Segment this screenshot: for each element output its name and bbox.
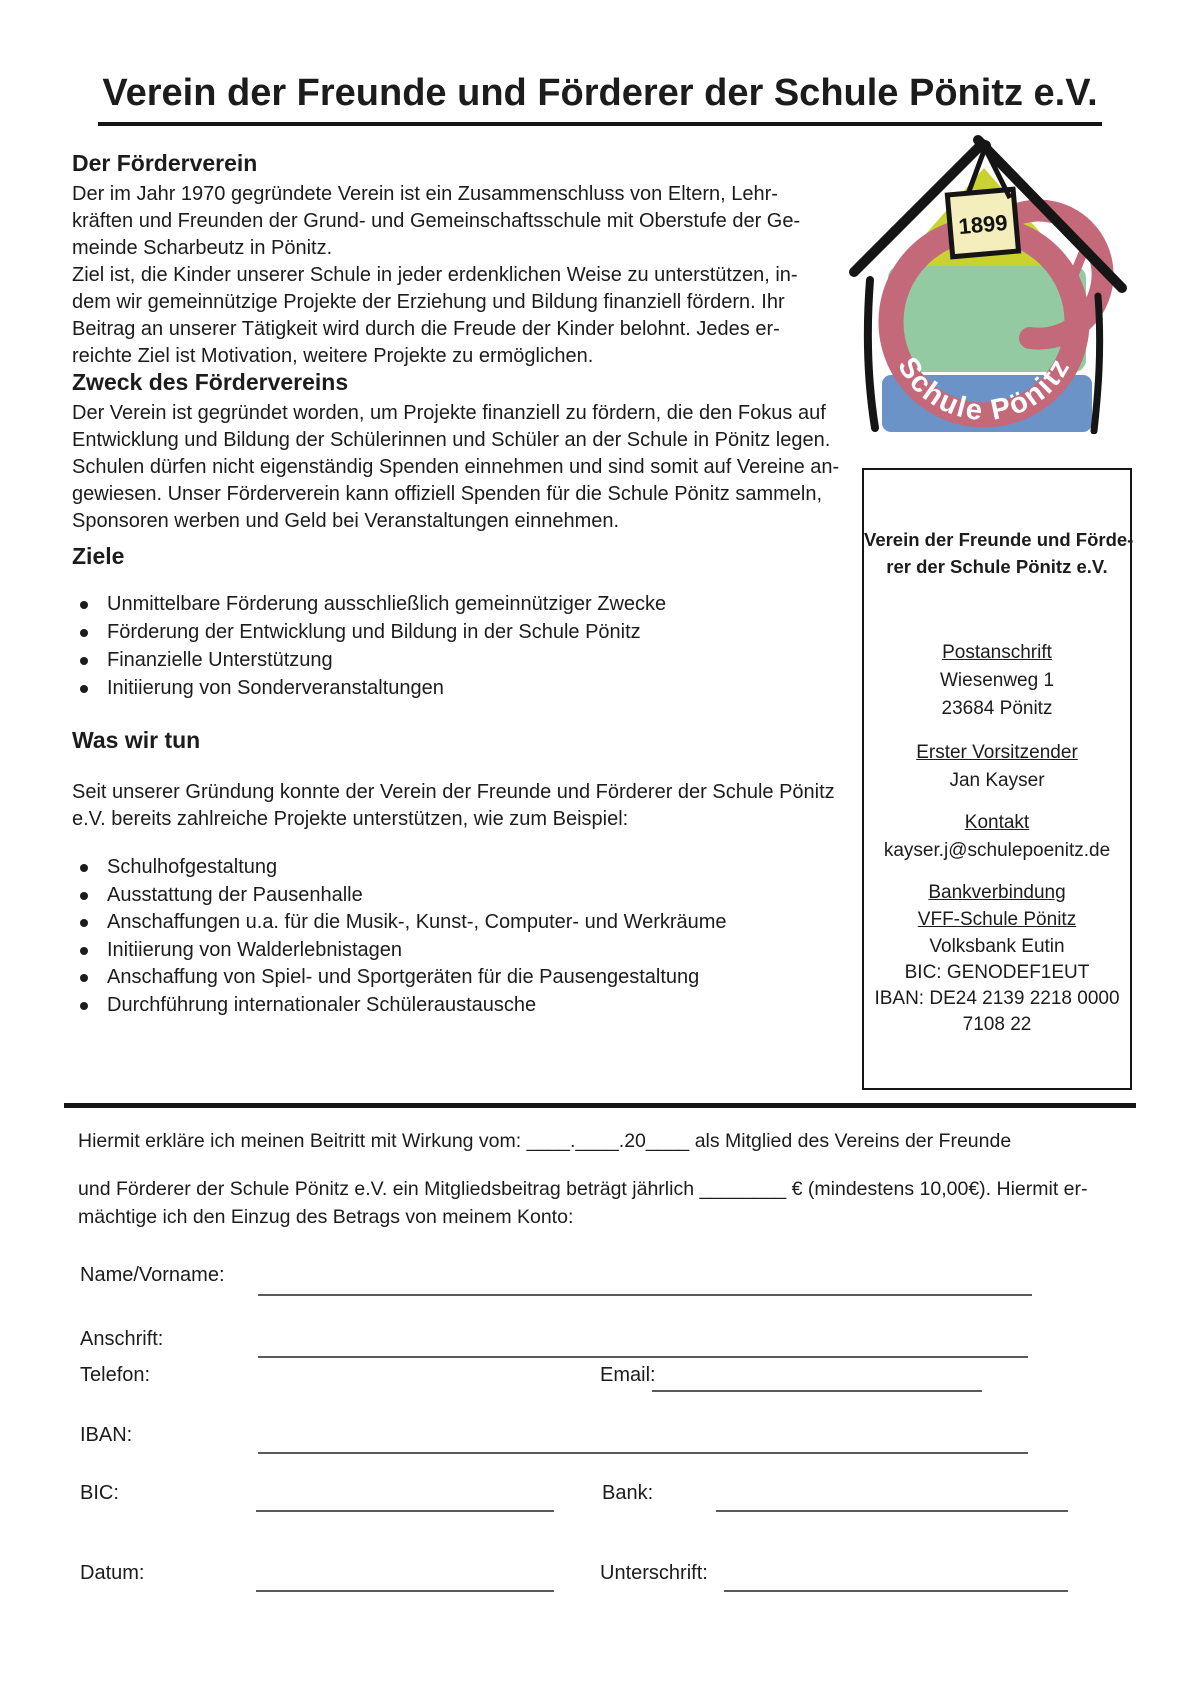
anschrift-label: Anschrift:: [80, 1328, 164, 1350]
paragraph-line: Sponsoren werben und Geld bei Veranstaltungen einnehmen.: [72, 510, 620, 532]
name-label: Name/Vorname:: [80, 1264, 225, 1286]
info-box-heading-line1: Verein der Freunde und Förde-: [864, 529, 1134, 550]
kontakt-email: kayser.j@schulepoenitz.de: [883, 840, 1111, 861]
list-item: [80, 911, 727, 934]
bullet-icon: [80, 657, 88, 665]
list-item-label: Anschaffung von Spiel- und Sportgeräten für die Pausengestaltung: [107, 966, 700, 988]
email-label: Email:: [600, 1364, 656, 1386]
info-box-heading-line2: rer der Schule Pönitz e.V.: [886, 556, 1108, 577]
list-item: [80, 649, 333, 672]
list-item-label: Initiierung von Walderlebnistagen: [107, 939, 402, 961]
paragraph-line: gewiesen. Unser Förderverein kann offiziell Spenden für die Schule Pönitz sammeln,: [72, 483, 823, 505]
email-input-line[interactable]: [652, 1390, 982, 1392]
section-heading-ziele: Ziele: [72, 543, 125, 569]
bank-label: Bank:: [602, 1482, 654, 1504]
bic-input-line[interactable]: [256, 1510, 554, 1512]
paragraph-line: e.V. bereits zahlreiche Projekte unterstützen, wie zum Beispiel:: [72, 808, 629, 830]
datum-label: Datum:: [80, 1562, 145, 1584]
vorsitzender-name: Jan Kayser: [949, 770, 1045, 791]
logo-year-text: 1899: [957, 209, 1009, 240]
list-item: [80, 994, 536, 1017]
bullet-icon: [80, 974, 88, 982]
logo-school-name: Schule Pönitz: [891, 351, 1077, 428]
paragraph-line: Der im Jahr 1970 gegründete Verein ist ein Zusammenschluss von Eltern, Lehr-: [72, 183, 778, 205]
paragraph-line: Ziel ist, die Kinder unserer Schule in jeder erdenklichen Weise zu unterstützen, in-: [72, 264, 798, 286]
paragraph-line: kräften und Freunden der Grund- und Gemeinschaftsschule mit Oberstufe der Ge-: [72, 210, 801, 232]
paragraph-line: Entwicklung und Bildung der Schülerinnen und Schüler an der Schule in Pönitz legen.: [72, 429, 831, 451]
iban-label: IBAN:: [80, 1424, 133, 1446]
list-item: [80, 966, 699, 989]
contact-info-box: [862, 468, 1132, 1090]
bank-bic: BIC: GENODEF1EUT: [904, 962, 1090, 983]
list-item-label: Ausstattung der Pausenhalle: [107, 884, 363, 906]
section-heading-was-wir-tun: Was wir tun: [72, 727, 201, 753]
unterschrift-input-line[interactable]: [724, 1590, 1068, 1592]
anschrift-input-line[interactable]: [258, 1356, 1028, 1358]
bic-label: BIC:: [80, 1482, 119, 1504]
list-item: [80, 621, 641, 644]
name-input-line[interactable]: [258, 1294, 1032, 1296]
page-title: Verein der Freunde und Förderer der Schule Pönitz e.V.: [98, 72, 1101, 126]
bullet-icon: [80, 601, 88, 609]
list-item: [80, 939, 402, 962]
bullet-icon: [80, 919, 88, 927]
bank-name: Volksbank Eutin: [929, 936, 1065, 957]
logo-wall-stroke-left: [868, 280, 875, 428]
declaration-line2: und Förderer der Schule Pönitz e.V. ein Mitgliedsbeitrag beträgt jährlich ________ € (mindestens 10,00€). Hiermit er-: [78, 1178, 1088, 1200]
paragraph-line: Beitrag an unserer Tätigkeit wird durch die Freude der Kinder belohnt. Jedes er-: [72, 318, 780, 340]
declaration-line1: Hiermit erkläre ich meinen Beitritt mit Wirkung vom: ____.____.20____ als Mitglied des Vereins der Freunde: [78, 1130, 1012, 1152]
telefon-label: Telefon:: [80, 1364, 151, 1386]
bank-iban-line1: IBAN: DE24 2139 2218 0000: [874, 988, 1120, 1009]
list-item-label: Finanzielle Unterstützung: [107, 649, 333, 671]
list-item-label: Unmittelbare Förderung ausschließlich gemeinnütziger Zwecke: [107, 593, 667, 615]
bullet-icon: [80, 864, 88, 872]
bankverbindung-label: Bankverbindung: [928, 882, 1066, 903]
bank-input-line[interactable]: [716, 1510, 1068, 1512]
list-item: [80, 677, 444, 700]
bank-account-name: VFF-Schule Pönitz: [917, 909, 1077, 930]
bullet-icon: [80, 947, 88, 955]
school-logo: [836, 132, 1128, 434]
bullet-icon: [80, 1002, 88, 1010]
section-divider: [64, 1103, 1136, 1108]
paragraph-line: Schulen dürfen nicht eigenständig Spenden einnehmen und sind somit auf Vereine an-: [72, 456, 840, 478]
paragraph-line: meinde Scharbeutz in Pönitz.: [72, 237, 333, 259]
vorsitzender-label: Erster Vorsitzender: [916, 742, 1078, 763]
address-city: 23684 Pönitz: [941, 698, 1053, 719]
list-item-label: Förderung der Entwicklung und Bildung in der Schule Pönitz: [107, 621, 641, 643]
unterschrift-label: Unterschrift:: [600, 1562, 708, 1584]
kontakt-label: Kontakt: [964, 812, 1030, 833]
paragraph-line: Seit unserer Gründung konnte der Verein der Freunde und Förderer der Schule Pönitz: [72, 781, 835, 803]
bullet-icon: [80, 685, 88, 693]
paragraph-line: dem wir gemeinnützige Projekte der Erziehung und Bildung finanziell fördern. Ihr: [72, 291, 785, 313]
list-item: [80, 856, 277, 879]
list-item-label: Schulhofgestaltung: [107, 856, 278, 878]
list-item-label: Anschaffungen u.a. für die Musik-, Kunst-, Computer- und Werkräume: [107, 911, 727, 933]
declaration-line3: mächtige ich den Einzug des Betrags von meinem Konto:: [78, 1206, 574, 1228]
bank-iban-line2: 7108 22: [962, 1014, 1032, 1035]
list-item-label: Initiierung von Sonderveranstaltungen: [107, 677, 444, 699]
iban-input-line[interactable]: [258, 1452, 1028, 1454]
datum-input-line[interactable]: [256, 1590, 554, 1592]
page-title-wrap: [0, 72, 1200, 126]
paragraph-line: Der Verein ist gegründet worden, um Projekte finanziell zu fördern, die den Fokus auf: [72, 402, 826, 424]
section-heading-zweck: Zweck des Fördervereins: [72, 369, 349, 395]
postanschrift-label: Postanschrift: [942, 642, 1052, 663]
list-item: [80, 593, 666, 616]
address-street: Wiesenweg 1: [939, 670, 1055, 691]
list-item-label: Durchführung internationaler Schüleraustausche: [107, 994, 537, 1016]
bullet-icon: [80, 892, 88, 900]
list-item: [80, 884, 363, 907]
bullet-icon: [80, 629, 88, 637]
logo-year-sign: [947, 189, 1018, 257]
section-heading-foerderverein: Der Förderverein: [72, 150, 258, 176]
paragraph-line: reichte Ziel ist Motivation, weitere Projekte zu ermöglichen.: [72, 345, 594, 367]
